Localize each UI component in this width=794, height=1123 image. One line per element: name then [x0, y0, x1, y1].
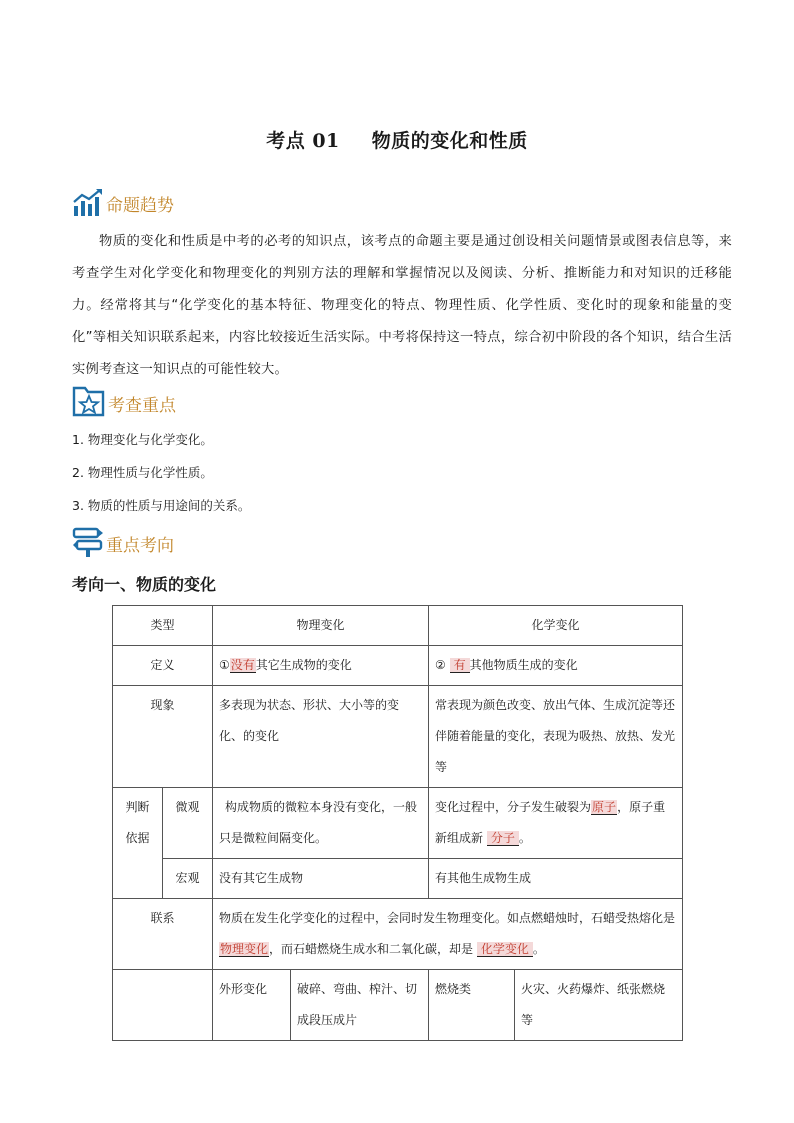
focus-item-3: 3. 物质的性质与用途间的关系。 — [72, 498, 251, 513]
answer-blank: 化学变化 — [477, 942, 533, 957]
table-row — [113, 686, 683, 788]
title-code: 考点 01 — [266, 130, 340, 152]
header-physical: 物理变化 — [213, 606, 429, 646]
answer-blank: 分子 — [487, 831, 519, 846]
definition-text: 其它生成物的变化 — [255, 658, 352, 672]
answer-blank: 有 — [450, 658, 470, 673]
definition-chemical — [429, 646, 683, 686]
section-direction-heading — [72, 524, 174, 558]
section-focus-heading — [72, 384, 176, 418]
section-trend-title: 命题趋势 — [106, 196, 174, 216]
example-physical-label: 外形变化 — [213, 970, 291, 1041]
row-label-basis: 判断依据 — [113, 788, 163, 899]
header-type: 类型 — [113, 606, 213, 646]
phenomenon-chemical: 常表现为颜色改变、放出气体、生成沉淀等还伴随着能量的变化，表现为吸热、放热、发光等 — [429, 686, 683, 788]
link-sentence: 物质在发生化学变化的过程中，会同时发生物理变化。如点燃蜡烛时，石蜡受热熔化是 — [219, 911, 676, 925]
example-physical-text: 破碎、弯曲、榨汁、切成段压成片 — [291, 970, 429, 1041]
table-row — [113, 788, 683, 859]
micro-chemical — [429, 788, 683, 859]
signpost-icon — [72, 526, 104, 558]
row-label-macro: 宏观 — [163, 859, 213, 899]
section-focus-title: 考查重点 — [108, 396, 176, 416]
answer-blank: 没有 — [230, 658, 255, 672]
micro-physical: 构成物质的微粒本身没有变化，一般只是微粒间隔变化。 — [213, 788, 429, 859]
header-chemical: 化学变化 — [429, 606, 683, 646]
row-label-link: 联系 — [113, 899, 213, 970]
circled-number: ① — [219, 658, 230, 672]
row-label-micro: 微观 — [163, 788, 213, 859]
definition-physical — [213, 646, 429, 686]
section-direction-title: 重点考向 — [106, 536, 174, 556]
phenomenon-physical: 多表现为状态、形状、大小等的变化、的变化 — [213, 686, 429, 788]
bar-chart-trend-icon — [72, 188, 104, 218]
table-row — [113, 970, 683, 1041]
answer-blank: 原子 — [592, 800, 617, 814]
example-chemical-label: 燃烧类 — [429, 970, 515, 1041]
definition-text: 其他物质生成的变化 — [469, 658, 578, 672]
link-sentence: ，而石蜡燃烧生成水和二氧化碳，却是 — [269, 942, 474, 956]
section-trend-heading — [72, 184, 174, 218]
page-title — [0, 126, 794, 153]
table-row — [113, 606, 683, 646]
example-empty-cell — [113, 970, 213, 1041]
link-sentence: 。 — [532, 942, 545, 956]
table-row — [113, 859, 683, 899]
micro-text: 。 — [518, 831, 531, 845]
row-label-phenomenon: 现象 — [113, 686, 213, 788]
row-label-definition: 定义 — [113, 646, 213, 686]
table-row — [113, 646, 683, 686]
focus-item-1: 1. 物理变化与化学变化。 — [72, 432, 213, 447]
example-chemical-text: 火灾、火药爆炸、纸张燃烧等 — [515, 970, 683, 1041]
table-row — [113, 899, 683, 970]
trend-paragraph: 物质的变化和性质是中考的必考的知识点，该考点的命题主要是通过创设相关问题情景或图表信息等，来考查学生对化学变化和物理变化的判别方法的理解和掌握情况以及阅读、分析、推断能力和对知识的迁移能力。经常将其与“化学变化的基本特征、物理变化的特点、物理性质、化学性质、变化时的现象和能量的变化”等相关知识联系起来，内容比较接近生活实际。中考将保持这一特点，综合初中阶段的各个知识，结合生活实例考查这一知识点的可能性较大。 — [72, 234, 732, 377]
star-folder-icon — [72, 384, 106, 418]
micro-text: 变化过程中，分子发生破裂为 — [435, 800, 592, 814]
link-text — [213, 899, 683, 970]
circled-number: ② — [435, 658, 446, 672]
macro-physical: 没有其它生成物 — [213, 859, 429, 899]
subheading: 考向一、物质的变化 — [72, 575, 217, 594]
answer-blank: 物理变化 — [220, 942, 269, 956]
macro-chemical: 有其他生成物生成 — [429, 859, 683, 899]
focus-item-2: 2. 物理性质与化学性质。 — [72, 465, 213, 480]
micro-text: ，原子重新组成新 — [435, 800, 666, 845]
changes-table — [112, 605, 683, 1041]
title-text: 物质的变化和性质 — [371, 130, 528, 152]
